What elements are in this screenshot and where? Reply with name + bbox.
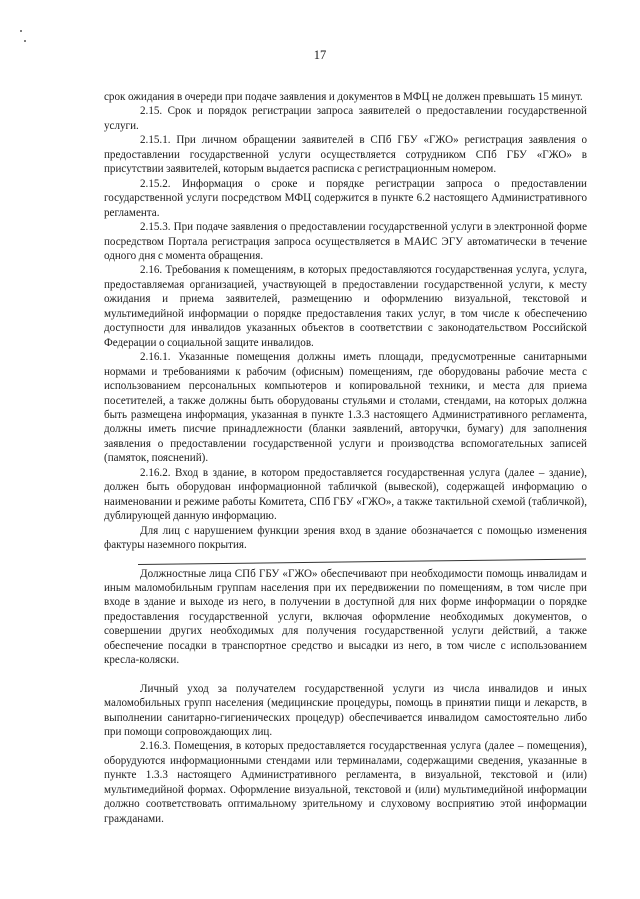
document-body — [104, 90, 587, 826]
paragraph-vision-impaired: Для лиц с нарушением функции зрения вход в здание обозначается с помощью изменения фактуры наземного покрытия. — [104, 524, 587, 552]
paragraph-2-15-2: 2.15.2. Информация о сроке и порядке регистрации запроса о предоставлении государственной услуги посредством МФЦ содержится в пункте 6.2 настоящего Административного регламента. — [104, 177, 587, 219]
paragraph-2-16-1: 2.16.1. Указанные помещения должны иметь площади, предусмотренные санитарными нормами и требованиями к рабочим (офисным) помещениям, где оборудованы рабочие места с использованием персональных компьютеров и копировальной техники, и места для приема посетителей, а также должны быть оборудованы стульями и столами, стендами, на которых должна быть размещена информация, указанная в пункте 1.3.3 настоящего Административного регламента, должны иметь писчие принадлежности (бланки заявлений, авторучки, бумагу) для заполнения заявления о предоставлении государственной услуги и производства вспомогательных записей (памяток, пояснений). — [104, 351, 587, 465]
paragraph-2-15: 2.15. Срок и порядок регистрации запроса заявителей о предоставлении государственной услуги. — [104, 105, 587, 132]
paragraph-personal-care: Личный уход за получателем государственной услуги из числа инвалидов и иных маломобильных групп населения (медицинские процедуры, помощь в принятии пищи и лекарств, в выполнении санитарно-гигиенических процедур) обеспечивается инвалидом самостоятельно либо при помощи сопровождающих лиц. — [104, 682, 587, 739]
scan-artifact-dot — [24, 40, 26, 42]
scan-artifact-dot — [20, 30, 22, 32]
paragraph-continuation: срок ожидания в очереди при подаче заявления и документов в МФЦ не должен превышать 15 минут. — [104, 91, 583, 103]
paragraph-2-16-2: 2.16.2. Вход в здание, в котором предоставляется государственная услуга (далее – здание), должен быть оборудован информационной табличкой (вывеской), содержащей информацию о наименовании и режиме работы Комитета, СПб ГБУ «ГЖО», а также тактильной схемой (табличкой), дублирующей данную информацию. — [104, 466, 587, 523]
page-number: 17 — [313, 48, 327, 62]
paragraph-2-15-1: 2.15.1. При личном обращении заявителей в СПб ГБУ «ГЖО» регистрация заявления о предоставлении государственной услуги осуществляется сотрудником СПб ГБУ «ГЖО» в присутствии заявителей, которым выдается расписка с регистрационным номером. — [104, 134, 587, 176]
paragraph-2-15-3: 2.15.3. При подаче заявления о предоставлении государственной услуги в электронной форме посредством Портала регистрация запроса осуществляется в МАИС ЭГУ автоматически в течение одного дня с момента обращения. — [104, 221, 587, 262]
paragraph-officials-assistance: Должностные лица СПб ГБУ «ГЖО» обеспечивают при необходимости помощь инвалидам и иным маломобильным группам населения при их передвижении по помещениям, в том числе при входе в здание и выходе из него, в получении в доступной для них форме информации о порядке предоставления государственной услуги, включая оформление необходимых документов, о совершении других необходимых для получения государственной услуги действий, а также обеспечение посадки в транспортное средство и высадки из него, в том числе с использованием кресла-коляски. — [104, 567, 587, 667]
paragraph-2-16-3: 2.16.3. Помещения, в которых предоставляется государственная услуга (далее – помещения), оборудуются информационными стендами или терминалами, содержащими сведения, указанные в пункте 1.3.3 настоящего Административного регламента, в визуальной, текстовой и (или) мультимедийной формах. Оформление визуальной, текстовой и (или) мультимедийной информации должно соответствовать оптимальному зрительному и слуховому восприятию этой информации гражданами. — [104, 740, 587, 825]
paragraph-2-16: 2.16. Требования к помещениям, в которых предоставляются государственная услуга, услуга, предоставляемая организацией, участвующей в предоставлении государственной услуги, к месту ожидания и приема заявителей, размещению и оформлению визуальной, текстовой и мультимедийной информации о порядке предоставления таких услуг, в том числе к обеспечению доступности для инвалидов указанных объектов в соответствии с законодательством Российской Федерации о социальной защите инвалидов. — [104, 264, 587, 349]
